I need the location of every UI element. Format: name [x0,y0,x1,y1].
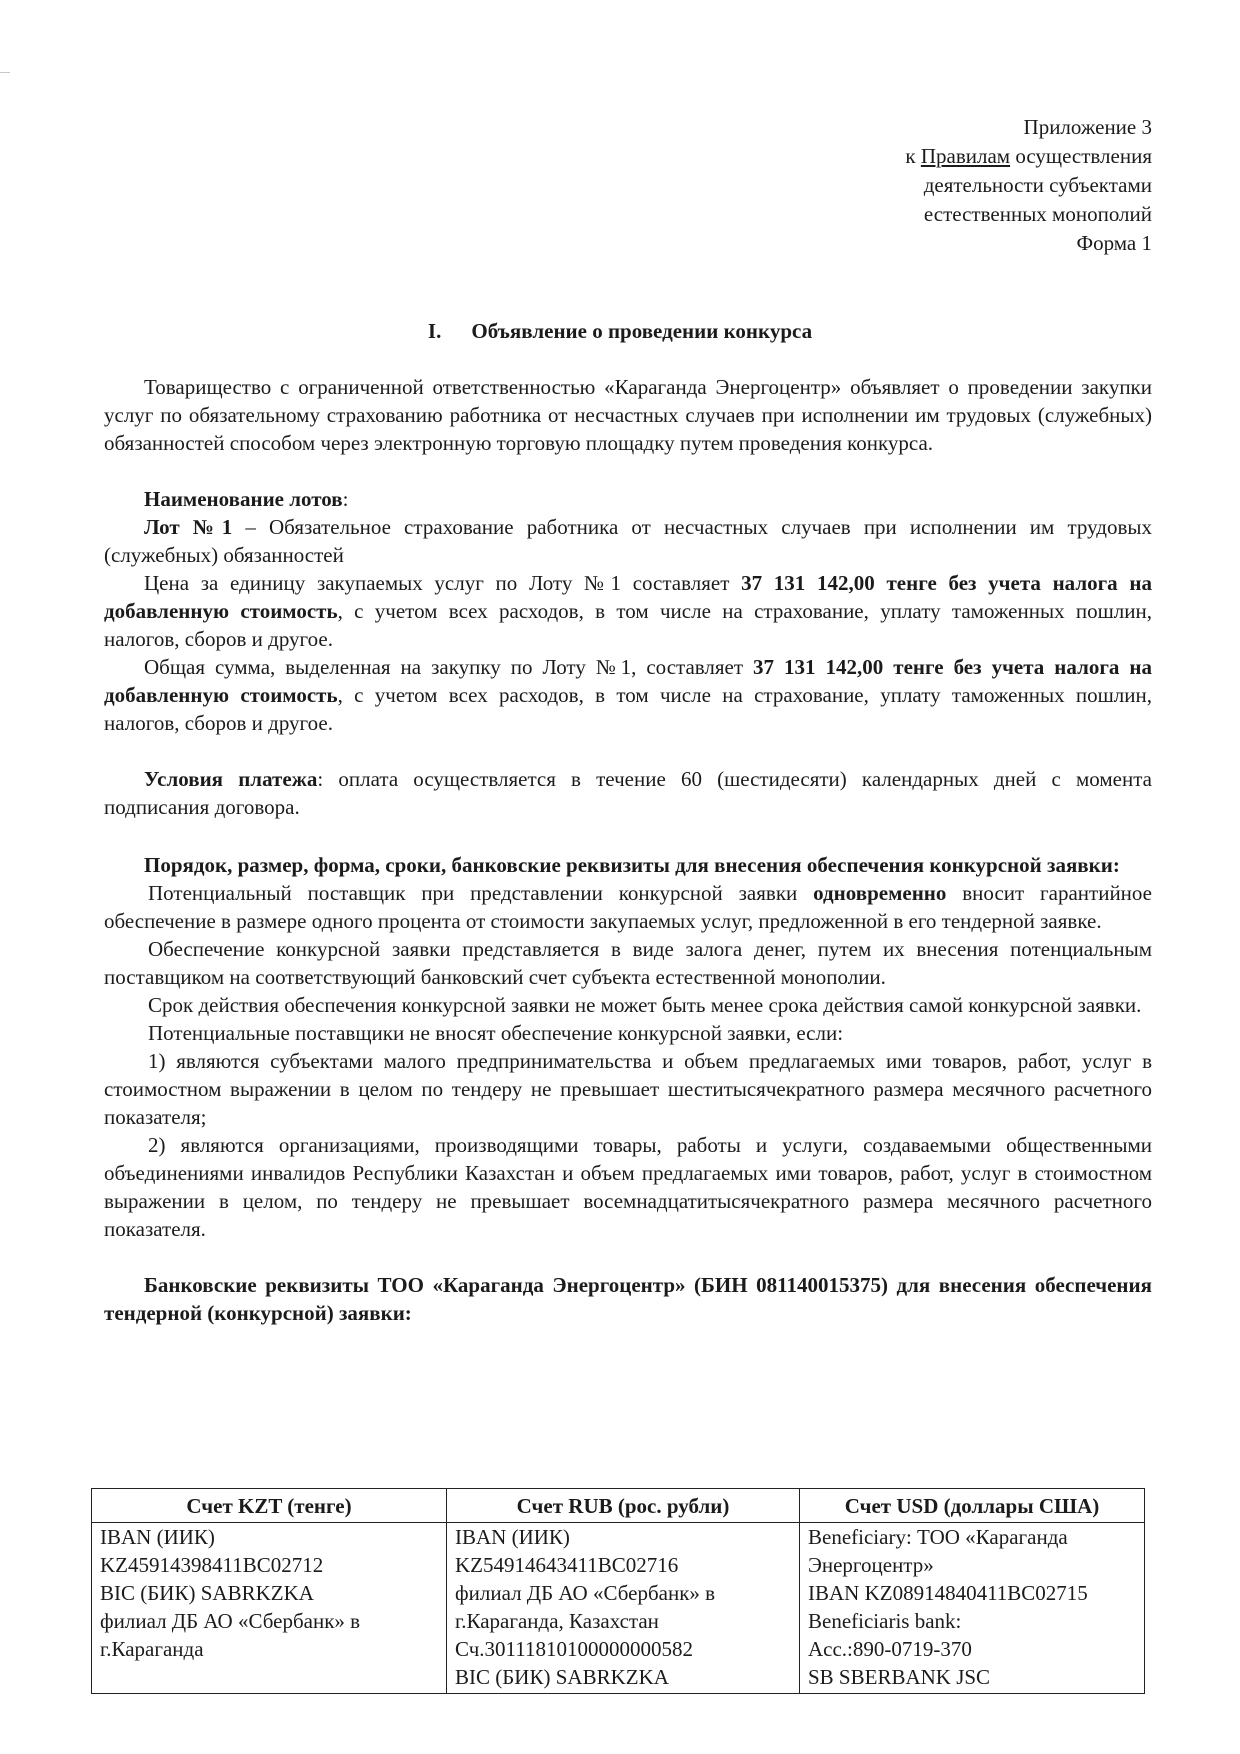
total-amount-tail: , с учетом всех расходов, в том числе на страхование, уплату таможенных пошлин, налогов, сборов и другое. [104,683,1153,735]
kzt-bic: BIC (БИК) SABRKZKA [100,1581,314,1605]
section-title-text: Объявление о проведении конкурса [471,319,813,343]
unit-price-amount: 37 131 142,00 тенге без учета налога на добавленную стоимость [104,571,1152,623]
rub-line: г.Караганда, Казахстан [455,1609,659,1633]
bank-details-table [91,1488,1145,1694]
appendix-line-3: деятельности субъектами [923,173,1152,197]
kzt-line: IBAN (ИИК) [100,1525,215,1549]
appendix-line-4: естественных монополий [923,202,1152,226]
announcement-body [104,373,1152,1327]
lot-1-paragraph [104,513,1152,569]
usd-line: Beneficiary: ТОО «Караганда [808,1525,1068,1549]
rub-line: филиал ДБ АО «Сбербанк» в [455,1581,716,1605]
exemption-item-2: 2) являются организациями, производящими товары, работы и услуги, создаваемыми общественными объединениями инвалидов Республики Казахстан и объем предлагаемых ими товаров, работ, услуг в стоимостном выражении в целом, по тендеру не превышает восемнадцатитысячекратного размера месячного расчетного показателя. [104,1133,1152,1241]
form-number: Форма 1 [1076,231,1152,255]
total-amount-value: 37 131 142,00 тенге без учета налога на добавленную стоимость [104,655,1152,707]
usd-line: Beneficiaris bank: [808,1609,962,1633]
bank-details-heading [104,1271,1152,1327]
security-heading [104,851,1152,879]
total-amount-paragraph [104,653,1152,737]
usd-account-details [800,1523,1145,1694]
rub-correspondent-account: Сч.30111810100000000582 [455,1637,693,1661]
section-number: I. [427,319,442,343]
rub-iban: KZ54914643411BC02716 [455,1553,679,1577]
unit-price-tail: , с учетом всех расходов, в том числе на страхование, уплату таможенных пошлин, налогов, сборов и другое. [104,599,1153,651]
appendix-prefix: к [905,144,916,168]
security-p1-tail: вносит гарантийное обеспечение в размере одного процента от стоимости закупаемых услуг, предложенной в его тендерной заявке. [104,881,1152,933]
security-paragraph-1 [104,879,1152,935]
kzt-iban: KZ45914398411BC02712 [100,1553,324,1577]
scan-edge-mark [0,72,10,73]
usd-bank-name: SB SBERBANK JSC [808,1665,991,1689]
kzt-account-header: Счет KZT (тенге) [92,1489,447,1523]
rub-line: IBAN (ИИК) [455,1525,570,1549]
security-paragraph-2: Обеспечение конкурсной заявки представляется в виде залога денег, путем их внесения потенциальным поставщиком на соответствующий банковский счет субъекта естественной монополии. [104,937,1152,989]
kzt-line: г.Караганда [100,1637,204,1661]
lot-1-text: – Обязательное страхование работника от несчастных случаев при исполнении им трудовых (служебных) обязанностей [104,515,1153,567]
usd-iban: IBAN KZ08914840411BC02715 [808,1581,1088,1605]
appendix-rules-line [732,142,1152,171]
appendix-rules-suffix: осуществления [1015,144,1152,168]
appendix-header [732,113,1152,258]
rub-account-details [447,1523,800,1694]
rules-link[interactable]: Правилам [920,144,1011,168]
security-paragraph-4: Потенциальные поставщики не вносят обеспечение конкурсной заявки, если: [148,1021,844,1045]
rub-bic: BIC (БИК) SABRKZKA [455,1665,669,1689]
unit-price-text: Цена за единицу закупаемых услуг по Лоту №1 составляет [144,571,742,595]
usd-account-number: Acc.:890-0719-370 [808,1637,972,1661]
appendix-number: Приложение 3 [1023,115,1152,139]
usd-account-header: Счет USD (доллары США) [800,1489,1145,1523]
section-title [0,316,1240,346]
lots-heading [104,485,1152,513]
bank-details-heading-text: Банковские реквизиты ТОО «Караганда Энергоцентр» (БИН 081140015375) для внесения обеспечения тендерной (конкурсной) заявки: [104,1273,1152,1325]
exemption-item-1: 1) являются субъектами малого предпринимательства и объем предлагаемых ими товаров, работ, услуг в стоимостном выражении в целом по тендеру не превышает шеститысячекратного размера месячного расчетного показателя; [104,1049,1152,1129]
security-paragraph-3: Срок действия обеспечения конкурсной заявки не может быть менее срока действия самой конкурсной заявки. [148,993,1142,1017]
unit-price-paragraph [104,569,1152,653]
lot-1-label: Лот №1 [144,515,233,539]
payment-terms-paragraph [104,765,1152,821]
payment-terms-text: : оплата осуществляется в течение 60 (шестидесяти) календарных дней с момента подписания договора. [104,767,1152,819]
total-amount-text: Общая сумма, выделенная на закупку по Лоту №1, составляет [144,655,754,679]
intro-paragraph: Товарищество с ограниченной ответственностью «Караганда Энергоцентр» объявляет о проведении закупки услуг по обязательному страхованию работника от несчастных случаев при исполнении им трудовых (служебных) обязанностей способом через электронную торговую площадку путем проведения конкурса. [104,375,1152,455]
security-p1-emphasis: одновременно [813,881,947,905]
bank-table-header-row [92,1489,1145,1523]
lots-heading-colon: : [342,487,349,511]
kzt-line: филиал ДБ АО «Сбербанк» в [100,1609,361,1633]
bank-table-row [92,1523,1145,1694]
payment-terms-label: Условия платежа [144,767,318,791]
security-heading-text: Порядок, размер, форма, сроки, банковские реквизиты для внесения обеспечения конкурсной заявки: [144,853,1120,877]
lots-heading-label: Наименование лотов [144,487,343,511]
kzt-account-details [92,1523,447,1694]
security-p1-text: Потенциальный поставщик при представлении конкурсной заявки [148,881,814,905]
usd-line: Энергоцентр» [808,1553,934,1577]
rub-account-header: Счет RUB (рос. рубли) [447,1489,800,1523]
